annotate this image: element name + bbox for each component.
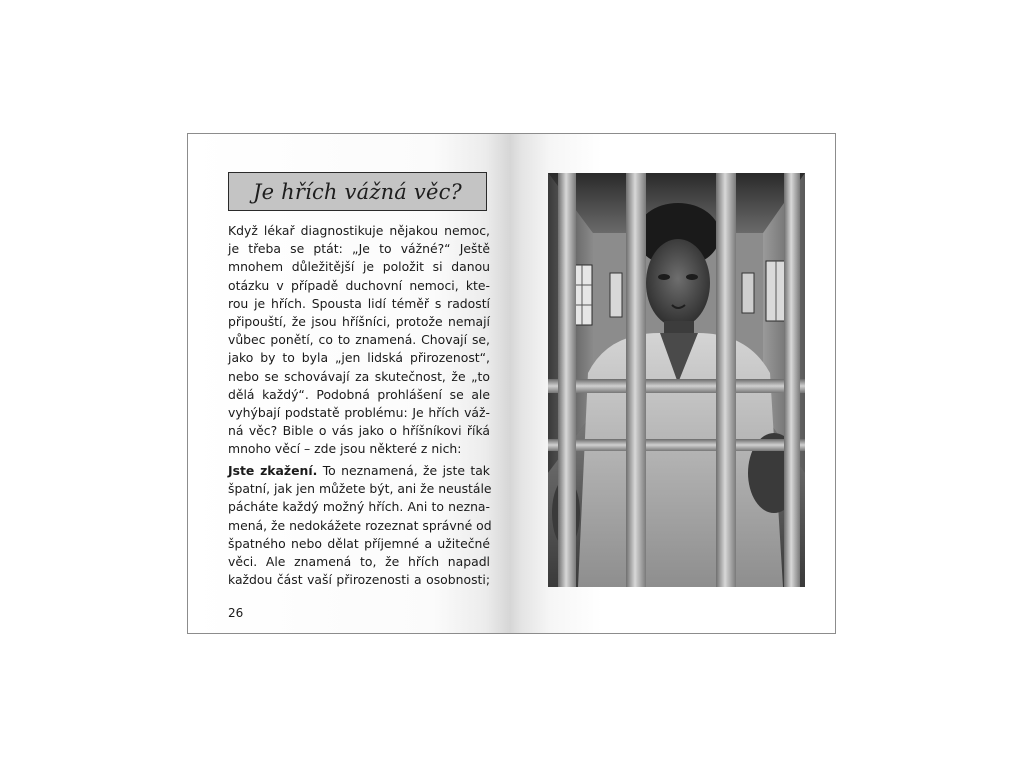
- paragraph-2: [228, 462, 490, 589]
- text-line: rou je hřích. Spousta lidí téměř s radostí: [228, 295, 490, 311]
- photo-illustration: [548, 173, 805, 587]
- text-line: pácháte každý možný hřích. Ani to nezna-: [228, 499, 490, 515]
- text-line: vyhýbají podstatě problému: Je hřích váž-: [228, 404, 490, 420]
- text-line: otázku v případě duchovní nemoci, kte-: [228, 277, 490, 293]
- text-line: Když lékař diagnostikuje nějakou nemoc,: [228, 223, 490, 238]
- text-line: špatného nebo dělat příjemné a užitečné: [228, 535, 490, 551]
- text-line: každou část vaší přirozenosti a osobnosti;: [228, 572, 490, 588]
- chapter-heading-box: [228, 172, 487, 211]
- book-spread: [187, 133, 836, 634]
- text-line: mnoho věcí – zde jsou některé z nich:: [228, 441, 462, 457]
- photo-man-behind-prison-bars-icon: [548, 173, 805, 587]
- text-line: připouští, že jsou hříšníci, protože nemají: [228, 313, 490, 329]
- left-page: [188, 134, 512, 633]
- text-line: ná věc? Bible o vás jako o hříšníkovi říká: [228, 423, 490, 439]
- paragraph-1: [228, 222, 490, 458]
- right-page: [512, 134, 836, 633]
- text-line: mnohem důležitější je položit si danou: [228, 259, 490, 275]
- text-line: věci. Ale znamená to, že hřích napadl: [228, 553, 490, 569]
- text-line: mená, že nedokážete rozeznat správné od: [228, 517, 492, 533]
- bold-lead-in: Jste zkažení.: [228, 463, 318, 478]
- text-line: dělá každý“. Podobná prohlášení se ale: [228, 386, 490, 402]
- text-line: nebo se schovávají za skutečnost, že „to: [228, 368, 490, 384]
- text-line: [228, 462, 490, 480]
- text-line: je třeba se ptát: „Je to vážné?“ Ještě: [228, 241, 490, 257]
- chapter-heading: Je hřích vážná věc?: [252, 179, 463, 204]
- text-line: vůbec ponětí, co to znamená. Chovají se,: [228, 332, 490, 348]
- page-number: 26: [228, 606, 244, 620]
- text-run: To neznamená, že jste tak: [317, 463, 490, 478]
- text-line: jako by to byla „jen lidská přirozenost“,: [228, 350, 490, 366]
- text-line: špatní, jak jen můžete být, ani že neustále: [228, 481, 492, 497]
